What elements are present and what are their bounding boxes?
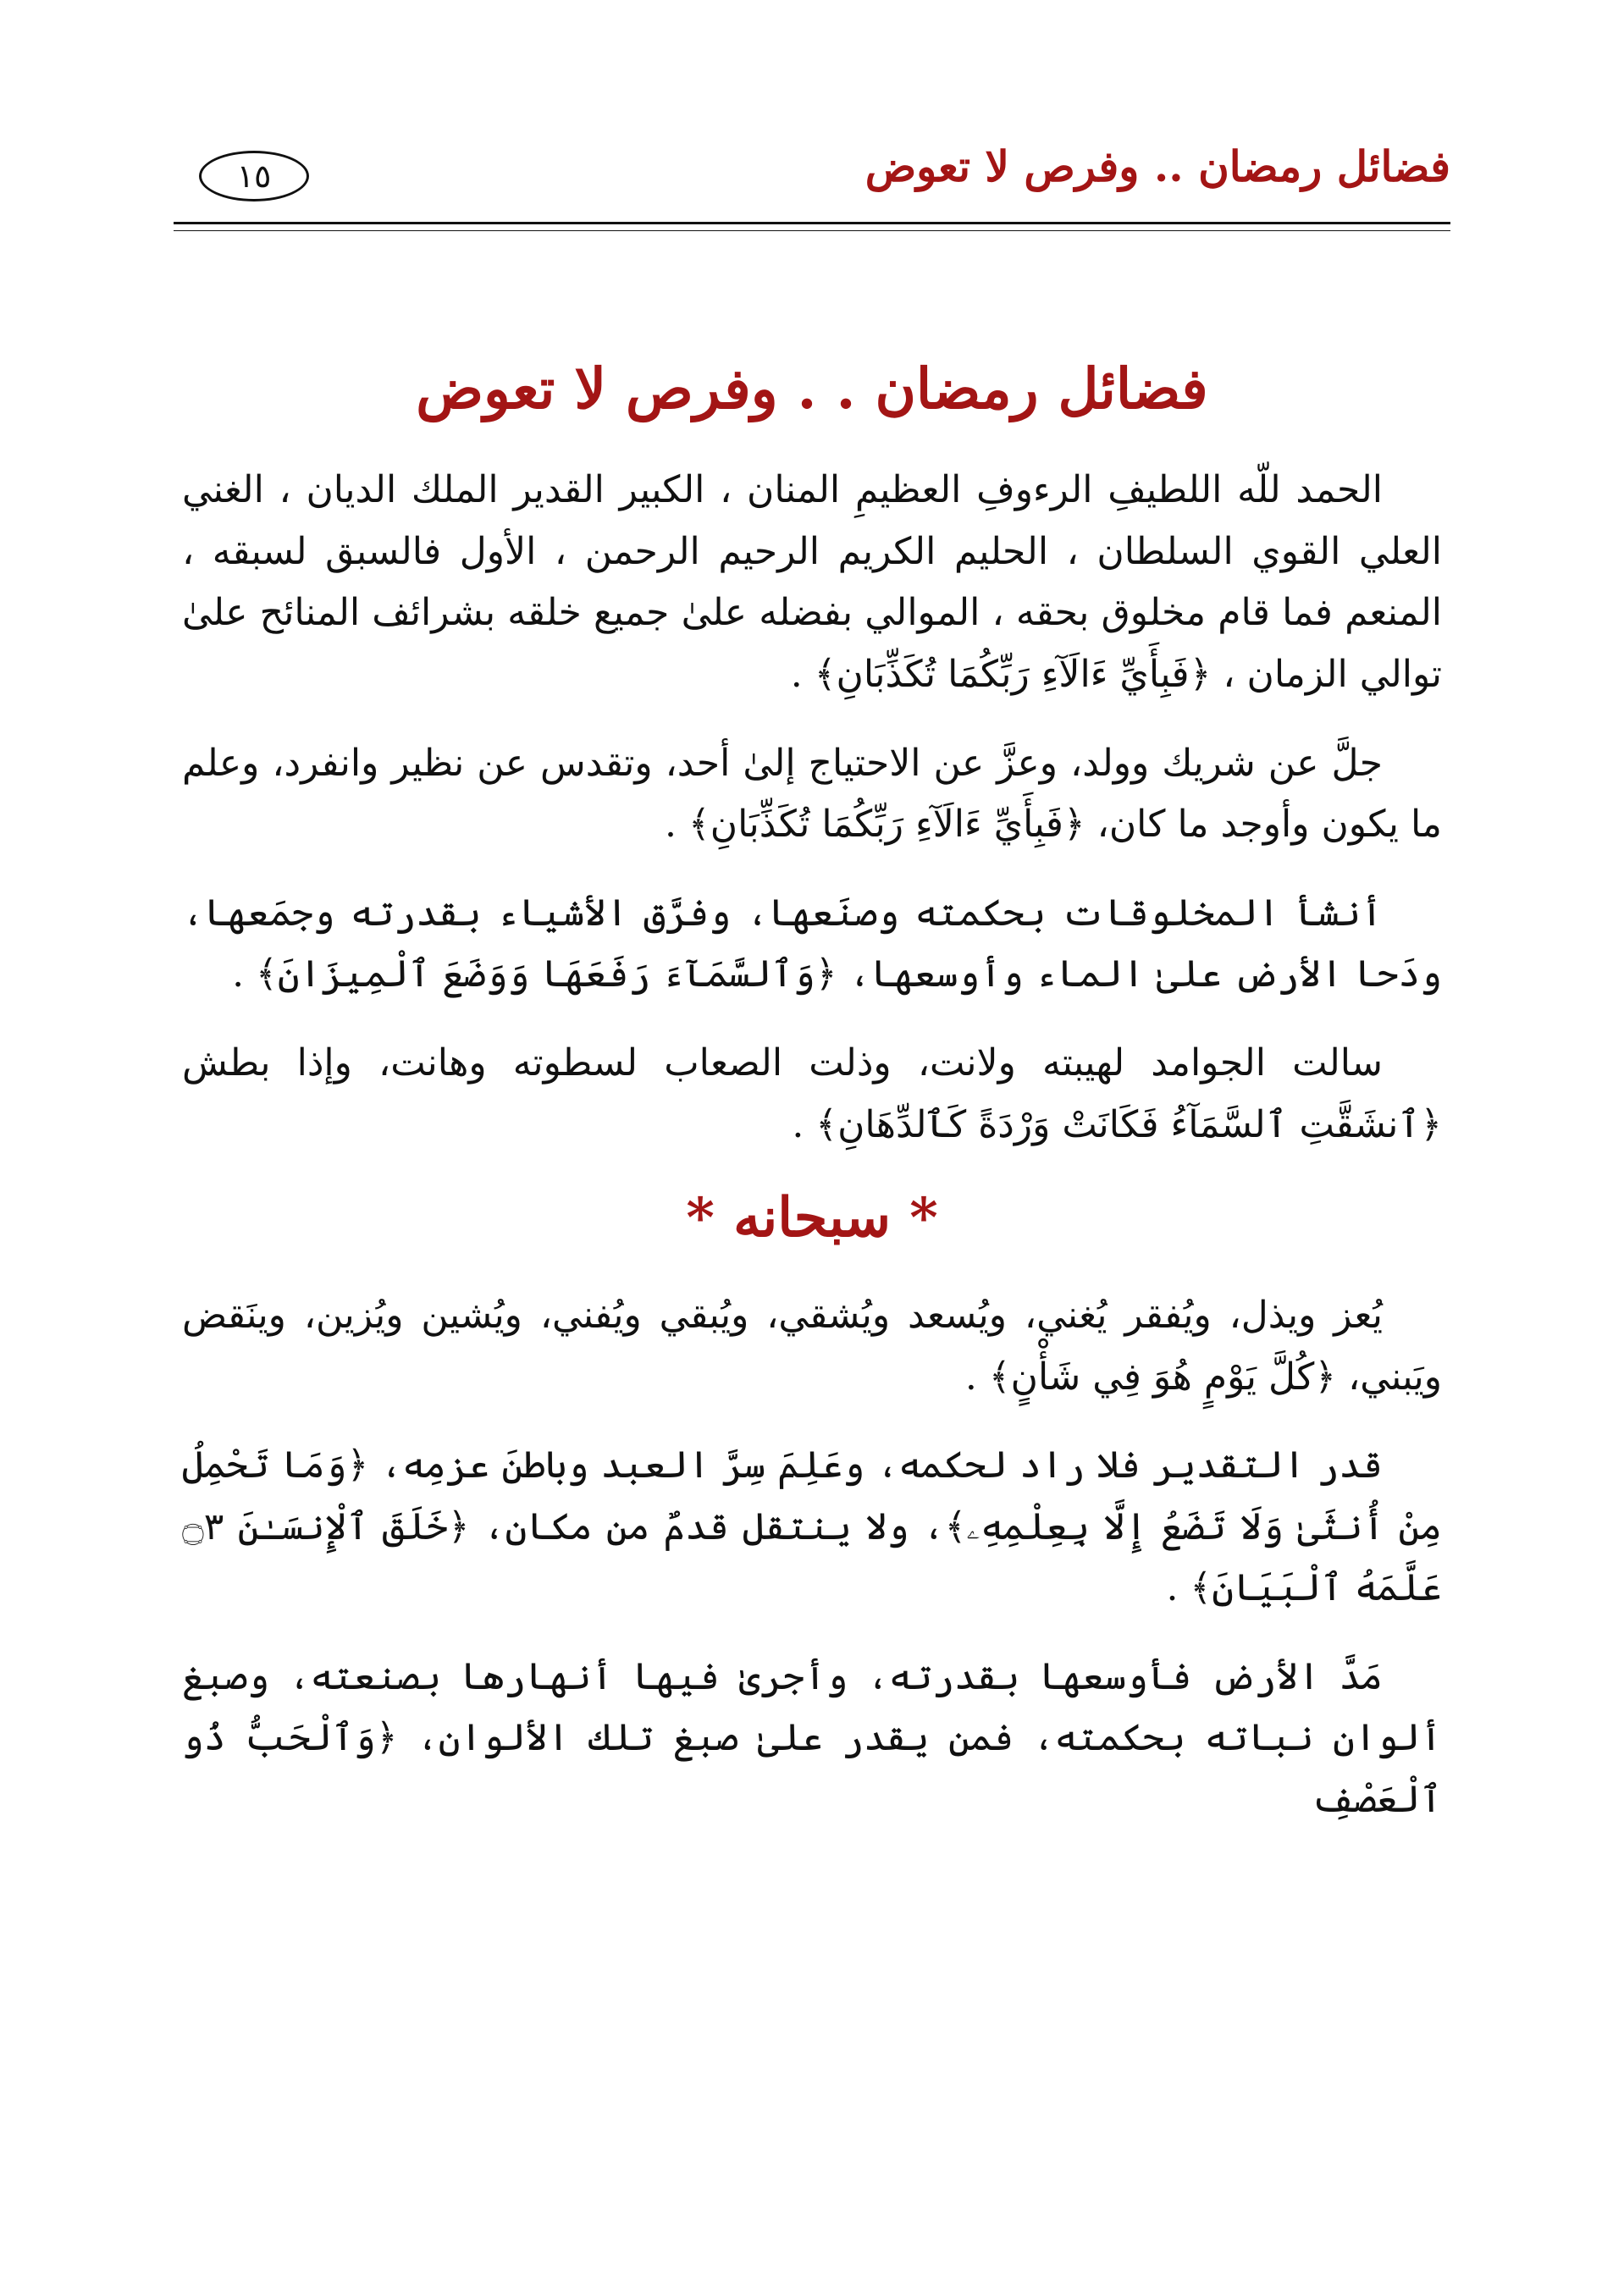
header-rule-thick [174, 222, 1450, 224]
paragraph-glory-3: مَدَّ الأرض فأوسعها بقدرته، وأجرىٰ فيها أنهارها بصنعته، وصبغ ألوان نباته بحكمته، فمن يقدر علىٰ صبغ تلك الألوان، ﴿وَٱلْحَبُّ ذُو ٱلْعَصْفِ [182, 1654, 1442, 1822]
page-number: ١٥ [236, 157, 272, 195]
paragraph-praise-3: أنشأ المخلوقات بحكمته وصنَعها، وفرَّق الأشياء بقدرته وجمَعها، ودَحا الأرض علىٰ الماء وأوسعها، ﴿وَٱلسَّمَآءَ رَفَعَهَا وَوَضَعَ ٱلْمِيزَانَ﴾ . [182, 891, 1442, 996]
section-heading: * سبحانه * [686, 1186, 938, 1250]
paragraph-praise-2: جلَّ عن شريك وولد، وعزَّ عن الاحتياج إلىٰ أحد، وتقدس عن نظير وانفرد، وعلم ما يكون وأوجد ما كان، ﴿فَبِأَيِّ ءَالَآءِ رَبِّكُمَا تُكَذِّبَانِ﴾ . [182, 741, 1442, 847]
paragraph-glory-2: قدر التقدير فلا راد لحكمه، وعَلِمَ سِرَّ العبد وباطنَ عزمِه، ﴿وَمَا تَحْمِلُ مِنْ أُنثَىٰ وَلَا تَضَعُ إِلَّا بِعِلْمِهِۦ﴾، ولا ينتقل قدمٌ من مكان، ﴿خَلَقَ ٱلْإِنسَـٰنَ ۝٣ عَلَّمَهُ ٱلْبَيَانَ﴾ . [182, 1443, 1442, 1610]
page-body [182, 356, 1442, 1858]
paragraph-praise-4: سالت الجوامد لهيبته ولانت، وذلت الصعاب لسطوته وهانت، وإذا بطش ﴿ٱنشَقَّتِ ٱلسَّمَآءُ فَكَانَتْ وَرْدَةً كَٱلدِّهَانِ﴾ . [182, 1040, 1442, 1146]
header-rule-thin [174, 230, 1450, 231]
running-header-title: فضائل رمضان .. وفرص لا تعوض [864, 141, 1450, 191]
page-number-badge [199, 151, 309, 201]
chapter-title: فضائل رمضان . . وفرص لا تعوض [416, 356, 1208, 422]
paragraph-glory-1: يُعز ويذل، ويُفقر يُغني، ويُسعد ويُشقي، ويُبقي ويُفني، ويُشين ويُزين، وينَقض ويَبني، ﴿كُلَّ يَوْمٍ هُوَ فِي شَأْنٍ﴾ . [182, 1293, 1442, 1399]
running-header [174, 127, 1450, 212]
paragraph-praise-1: الحمد للّه اللطيفِ الرءوفِ العظيمِ المنان ، الكبير القدير الملك الديان ، الغني العلي القوي السلطان ، الحليم الكريم الرحيم الرحمن ، الأول فالسبق لسبقه ، المنعم فما قام مخلوق بحقه ، الموالي بفضله علىٰ جميع خلقه بشرائف المنائح علىٰ توالي الزمان ، ﴿فَبِأَيِّ ءَالَآءِ رَبِّكُمَا تُكَذِّبَانِ﴾ . [182, 468, 1442, 696]
